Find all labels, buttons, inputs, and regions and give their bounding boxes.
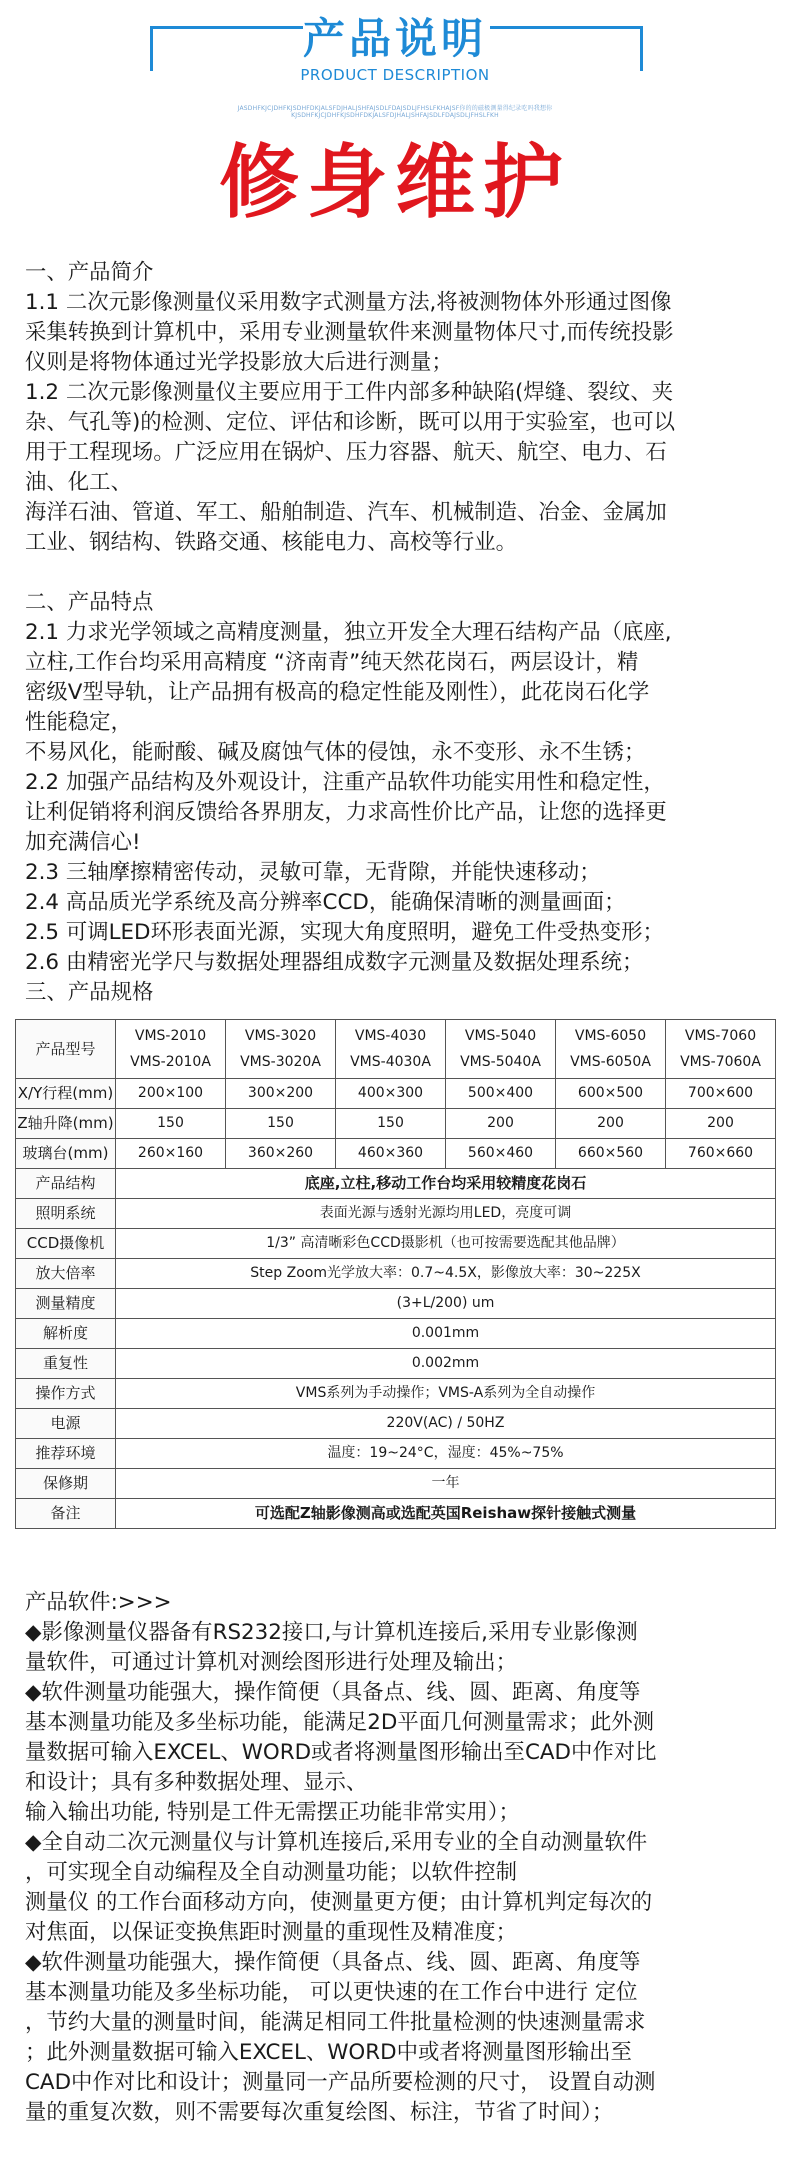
text-line: 加充满信心! (25, 830, 141, 855)
text-line: 量软件，可通过计算机对测绘图形进行处理及输出； (25, 1650, 517, 1675)
table-cell: 700×600 (666, 1079, 776, 1109)
model-name: VMS-7060A (680, 1054, 761, 1070)
table-row-model (16, 1020, 776, 1079)
text-line: ，节约大量的测量时间，能满足相同工件批量检测的快速测量需求 (25, 2010, 646, 2035)
table-row-spec (16, 1409, 776, 1439)
text-line: 量数据可输入EXCEL、WORD或者将测量图形输出至CAD中作对比 (25, 1740, 657, 1765)
text-line: 基本测量功能及多坐标功能， 可以更快速的在工作台中进行 定位 (25, 1980, 638, 2005)
text-line: 性能稳定， (25, 710, 132, 735)
text-line: 2.2 加强产品结构及外观设计，注重产品软件功能实用性和稳定性， (25, 770, 665, 795)
table-cell: 260×160 (116, 1139, 226, 1169)
table-cell: 460×360 (336, 1139, 446, 1169)
table-row-spec (16, 1349, 776, 1379)
table-row-spec (16, 1289, 776, 1319)
table-cell: CCD摄像机 (16, 1229, 116, 1259)
table-cell: 660×560 (556, 1139, 666, 1169)
model-name: VMS-2010 (134, 1028, 207, 1044)
text-line: 2.1 力求光学领域之高精度测量，独立开发全大理石结构产品（底座, (25, 620, 672, 645)
text-line: ，可实现全自动编程及全自动测量功能；以软件控制 (25, 1860, 517, 1885)
text-line: 1.1 二次元影像测量仪采用数字式测量方法,将被测物体外形通过图像 (25, 290, 672, 315)
model-name: VMS-4030A (350, 1054, 431, 1070)
title-en: PRODUCT DESCRIPTION (300, 66, 490, 84)
table-cell: 测量精度 (16, 1289, 116, 1319)
text-line: 2.3 三轴摩擦精密传动，灵敏可靠，无背隙，并能快速移动； (25, 860, 601, 885)
table-cell: Step Zoom光学放大率：0.7~4.5X，影像放大率：30~225X (116, 1259, 776, 1289)
table-cell: 照明系统 (16, 1199, 116, 1229)
table-cell: 备注 (16, 1499, 116, 1529)
table-cell: 360×260 (226, 1139, 336, 1169)
model-name: VMS-3020A (240, 1054, 321, 1070)
table-cell: 产品结构 (16, 1169, 116, 1199)
text-line: 采集转换到计算机中，采用专业测量软件来测量物体尺寸,而传统投影 (25, 320, 674, 345)
table-cell (556, 1020, 666, 1079)
text-line: 和设计；具有多种数据处理、显示、 (25, 1770, 368, 1795)
table-cell: 操作方式 (16, 1379, 116, 1409)
table-cell: 400×300 (336, 1079, 446, 1109)
table-cell: 温度：19~24°C，湿度：45%~75% (116, 1439, 776, 1469)
text-line: 杂、气孔等)的检测、定位、评估和诊断，既可以用于实验室，也可以 (25, 410, 676, 435)
table-row-spec (16, 1199, 776, 1229)
table-cell (446, 1020, 556, 1079)
description-content (25, 258, 770, 1008)
text-line: 2.6 由精密光学尺与数据处理器组成数字元测量及数据处理系统； (25, 950, 644, 975)
table-cell: 产品型号 (16, 1020, 116, 1079)
table-cell: Z轴升降(mm) (16, 1109, 116, 1139)
model-name: VMS-5040 (464, 1028, 537, 1044)
header (0, 0, 790, 229)
text-line: 基本测量功能及多坐标功能，能满足2D平面几何测量需求；此外测 (25, 1710, 655, 1735)
table-row-spec (16, 1439, 776, 1469)
table-cell: 150 (116, 1109, 226, 1139)
features-heading: 二、产品特点 (25, 590, 154, 615)
table-cell: 推荐环境 (16, 1439, 116, 1469)
table-cell (226, 1020, 336, 1079)
intro-heading: 一、产品简介 (25, 260, 154, 285)
table-cell: 150 (226, 1109, 336, 1139)
tiny-text-line-2: KJSDHFKJCJDHFKJSDHFDKJALSFDJHALJSHFAJSDLFDAJSDLJFHSLFKH (291, 112, 499, 119)
text-line: ◆软件测量功能强大，操作简便（具备点、线、圆、距离、角度等 (25, 1950, 641, 1975)
text-line: 油、化工、 (25, 470, 132, 495)
table-row-spec (16, 1469, 776, 1499)
table-cell: 电源 (16, 1409, 116, 1439)
software-section (25, 1588, 770, 2128)
table-cell: VMS系列为手动操作；VMS-A系列为全自动操作 (116, 1379, 776, 1409)
spec-table (15, 1019, 776, 1529)
software-heading: 产品软件:>>> (25, 1590, 172, 1615)
text-line: 立柱,工作台均采用高精度 “济南青”纯天然花岗石，两层设计，精 (25, 650, 639, 675)
text-line: 用于工程现场。广泛应用在锅炉、压力容器、航天、航空、电力、石 (25, 440, 667, 465)
table-cell: (3+L/200) um (116, 1289, 776, 1319)
text-line: 工业、钢结构、铁路交通、核能电力、高校等行业。 (25, 530, 517, 555)
table-cell: 可选配Z轴影像测高或选配英国Reishaw探针接触式测量 (116, 1499, 776, 1529)
table-row-spec (16, 1379, 776, 1409)
table-cell: 220V(AC) / 50HZ (116, 1409, 776, 1439)
table-cell: 300×200 (226, 1079, 336, 1109)
table-cell: 1/3” 高清晰彩色CCD摄影机（也可按需要选配其他品牌） (116, 1229, 776, 1259)
main-title: 修身维护 (219, 135, 571, 229)
table-cell: 200 (666, 1109, 776, 1139)
text-line: ◆软件测量功能强大，操作简便（具备点、线、圆、距离、角度等 (25, 1680, 641, 1705)
table-row-spec (16, 1319, 776, 1349)
table-cell: 一年 (116, 1469, 776, 1499)
text-line: 让利促销将利润反馈给各界朋友，力求高性价比产品，让您的选择更 (25, 800, 667, 825)
table-cell (666, 1020, 776, 1079)
table-cell: 200 (446, 1109, 556, 1139)
table-cell: 解析度 (16, 1319, 116, 1349)
table-cell: 保修期 (16, 1469, 116, 1499)
text-line: ◆全自动二次元测量仪与计算机连接后,采用专业的全自动测量软件 (25, 1830, 648, 1855)
table-row-spec (16, 1169, 776, 1199)
table-cell (116, 1020, 226, 1079)
text-line: ；此外测量数据可输入EXCEL、WORD中或者将测量图形输出至 (25, 2040, 632, 2065)
features-lines (25, 618, 770, 978)
text-line: 输入输出功能, 特别是工件无需摆正功能非常实用）； (25, 1800, 520, 1825)
model-name: VMS-7060 (684, 1028, 757, 1044)
model-name: VMS-3020 (244, 1028, 317, 1044)
table-cell: 560×460 (446, 1139, 556, 1169)
table-cell: X/Y行程(mm) (16, 1079, 116, 1109)
text-line: 1.2 二次元影像测量仪主要应用于工件内部多种缺陷(焊缝、裂纹、夹 (25, 380, 674, 405)
table-row-spec (16, 1499, 776, 1529)
model-name: VMS-2010A (130, 1054, 211, 1070)
text-line: 量的重复次数，则不需要每次重复绘图、标注，节省了时间）； (25, 2100, 614, 2125)
text-line: ◆影像测量仪器备有RS232接口,与计算机连接后,采用专业影像测 (25, 1620, 638, 1645)
table-row-spec (16, 1259, 776, 1289)
table-cell: 底座,立柱,移动工作台均采用较精度花岗石 (116, 1169, 776, 1199)
model-name: VMS-6050A (570, 1054, 651, 1070)
table-cell: 600×500 (556, 1079, 666, 1109)
table-cell: 0.001mm (116, 1319, 776, 1349)
table-cell (336, 1020, 446, 1079)
text-line: 不易风化，能耐酸、碱及腐蚀气体的侵蚀，永不变形、永不生锈； (25, 740, 646, 765)
table-cell: 放大倍率 (16, 1259, 116, 1289)
spec-heading: 三、产品规格 (25, 980, 154, 1005)
table-row-spec (16, 1229, 776, 1259)
software-lines (25, 1618, 770, 2128)
text-line: 对焦面，以保证变换焦距时测量的重现性及精准度； (25, 1920, 517, 1945)
text-line: CAD中作对比和设计；测量同一产品所要检测的尺寸， 设置自动测 (25, 2070, 656, 2095)
model-name: VMS-4030 (354, 1028, 427, 1044)
text-line: 测量仪 的工作台面移动方向，使测量更方便；由计算机判定每次的 (25, 1890, 653, 1915)
table-cell: 200 (556, 1109, 666, 1139)
table-row-xy (16, 1079, 776, 1109)
tiny-text-line-1: JASDHFKJCJDHFKJSDHFDKJALSFDJHALJSHFAJSDLFDAJSDLJFHSLFKHAJSF你的的磁极测量得纪录吃吗我想你 (237, 105, 553, 112)
table-cell: 0.002mm (116, 1349, 776, 1379)
model-name: VMS-5040A (460, 1054, 541, 1070)
text-line: 仪则是将物体通过光学投影放大后进行测量； (25, 350, 453, 375)
table-cell: 200×100 (116, 1079, 226, 1109)
text-line: 密级V型导轨，让产品拥有极高的稳定性能及刚性），此花岗石化学 (25, 680, 650, 705)
title-cn: 产品说明 (302, 14, 487, 63)
model-name: VMS-6050 (574, 1028, 647, 1044)
table-cell: 表面光源与透射光源均用LED，亮度可调 (116, 1199, 776, 1229)
table-row-glass (16, 1139, 776, 1169)
text-line: 2.4 高品质光学系统及高分辨率CCD，能确保清晰的测量画面； (25, 890, 626, 915)
table-cell: 玻璃台(mm) (16, 1139, 116, 1169)
text-line: 2.5 可调LED环形表面光源，实现大角度照明，避免工件受热变形； (25, 920, 664, 945)
table-cell: 重复性 (16, 1349, 116, 1379)
table-cell: 150 (336, 1109, 446, 1139)
table-row-z (16, 1109, 776, 1139)
table-cell: 760×660 (666, 1139, 776, 1169)
table-cell: 500×400 (446, 1079, 556, 1109)
intro-lines (25, 288, 770, 558)
text-line: 海洋石油、管道、军工、船舶制造、汽车、机械制造、冶金、金属加 (25, 500, 667, 525)
